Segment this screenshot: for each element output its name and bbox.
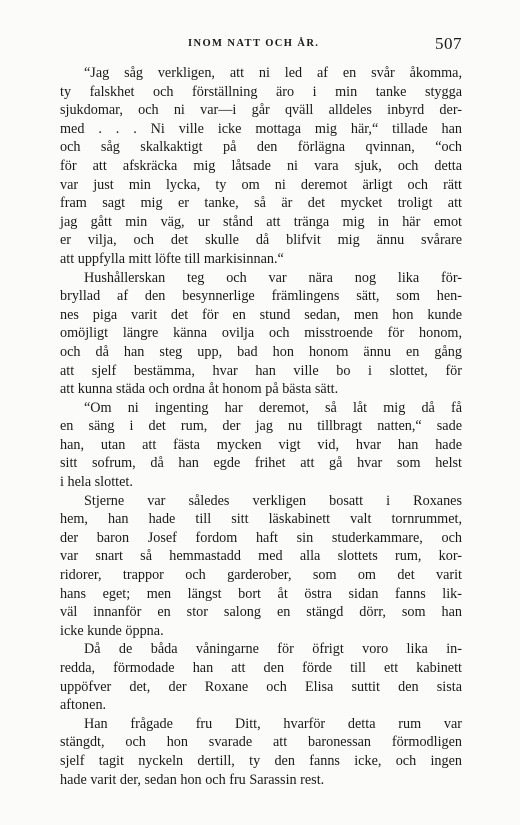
text-line: var just min lycka, ty om ni deremot ärligt och rätt xyxy=(60,176,462,193)
text-line: “Jag såg verkligen, att ni led af en svår åkomma, xyxy=(84,65,462,81)
text-line: aftonen. xyxy=(60,697,107,714)
text-line: uppöfver det, der Roxane och Elisa suttit den sista xyxy=(60,678,462,695)
running-head: INOM NATT OCH ÅR. xyxy=(188,38,320,49)
text-line: Hushållerskan teg och var nära nog lika för- xyxy=(84,269,462,286)
text-line: sjukdomar, och ni var—i går qväll alldeles inbyrd der- xyxy=(60,102,462,119)
text-line: att kunna städa och ordna åt honom på bästa sätt. xyxy=(60,381,339,398)
text-line: icke kunde öppna. xyxy=(60,622,164,639)
text-line: sitt sofrum, då han egde frihet att gå hvar som helst xyxy=(60,455,462,472)
text-line: redda, förmodade han att den förde till ett kabinett xyxy=(60,660,462,676)
text-line: sjelf tagit nyckeln dertill, ty den fanns icke, och ingen xyxy=(60,752,462,769)
text-line: med . . . Ni ville icke mottaga mig här,“ tillade han xyxy=(60,120,462,137)
text-line: och då han steg upp, bad hon honom ännu en gång xyxy=(60,343,462,360)
text-line: bryllad af den besynnerlige främlingens sätt, som hen- xyxy=(60,288,462,305)
text-line: der baron Josef fordom haft sin studerkammare, och xyxy=(60,529,462,546)
text-line: hade varit der, sedan hon och fru Sarassin rest. xyxy=(60,771,325,788)
text-line: Han frågade fru Ditt, hvarför detta rum var xyxy=(84,715,462,732)
text-line: jag gått min väg, ur stånd att tränga mig in här emot xyxy=(60,213,462,230)
text-line: er vilja, och det skulle då blifvit mig ännu svårare xyxy=(60,232,462,249)
text-line: att sjelf bestämma, hvar han ville bo i slottet, för xyxy=(60,362,462,379)
text-line: Stjerne var således verkligen bosatt i Roxanes xyxy=(84,492,462,509)
text-line: stängdt, och hon svarade att baronessan förmodligen xyxy=(60,734,462,751)
text-line: för att afskräcka mig låtsade ni vara sjuk, och detta xyxy=(60,157,462,174)
text-line: hans eget; men längst bort åt östra sidan fanns lik- xyxy=(60,585,462,602)
text-line: omöjligt längre känna ovilja och misstroende för honom, xyxy=(60,325,462,342)
text-line: hem, han hade till sitt läskabinett valt tornrummet, xyxy=(60,511,462,528)
page-header xyxy=(60,34,462,54)
text-line: en säng i det rum, der jag nu tillbragt natten,“ sade xyxy=(60,418,462,435)
text-line: Då de båda våningarne för öfrigt voro lika in- xyxy=(84,641,462,658)
text-line: att uppfylla mitt löfte till markisinnan.“ xyxy=(60,250,284,267)
text-line: i hela slottet. xyxy=(60,474,133,491)
text-line: han, utan att fästa mycken vigt vid, hvar han hade xyxy=(60,436,462,453)
text-line: ridorer, trappor och garderober, som om det varit xyxy=(60,567,462,584)
text-line: nes piga varit det för en stund sedan, men hon kunde xyxy=(60,306,462,323)
text-line: väl innanför en stor salong en stängd dörr, som han xyxy=(60,604,462,621)
body-text xyxy=(60,64,462,789)
text-line: “Om ni ingenting har deremot, så låt mig då få xyxy=(84,399,462,416)
text-line: var snart så hemmastadd med alla slottets rum, kor- xyxy=(60,548,462,565)
page-number: 507 xyxy=(435,34,462,53)
text-line: fram sagt mig er tanke, så är det mycket troligt att xyxy=(60,195,462,212)
text-line: och såg skalkaktigt på den förlägna qvinnan, “och xyxy=(60,139,462,156)
text-line: ty falskhet och förställning äro i min tanke stygga xyxy=(60,83,462,100)
